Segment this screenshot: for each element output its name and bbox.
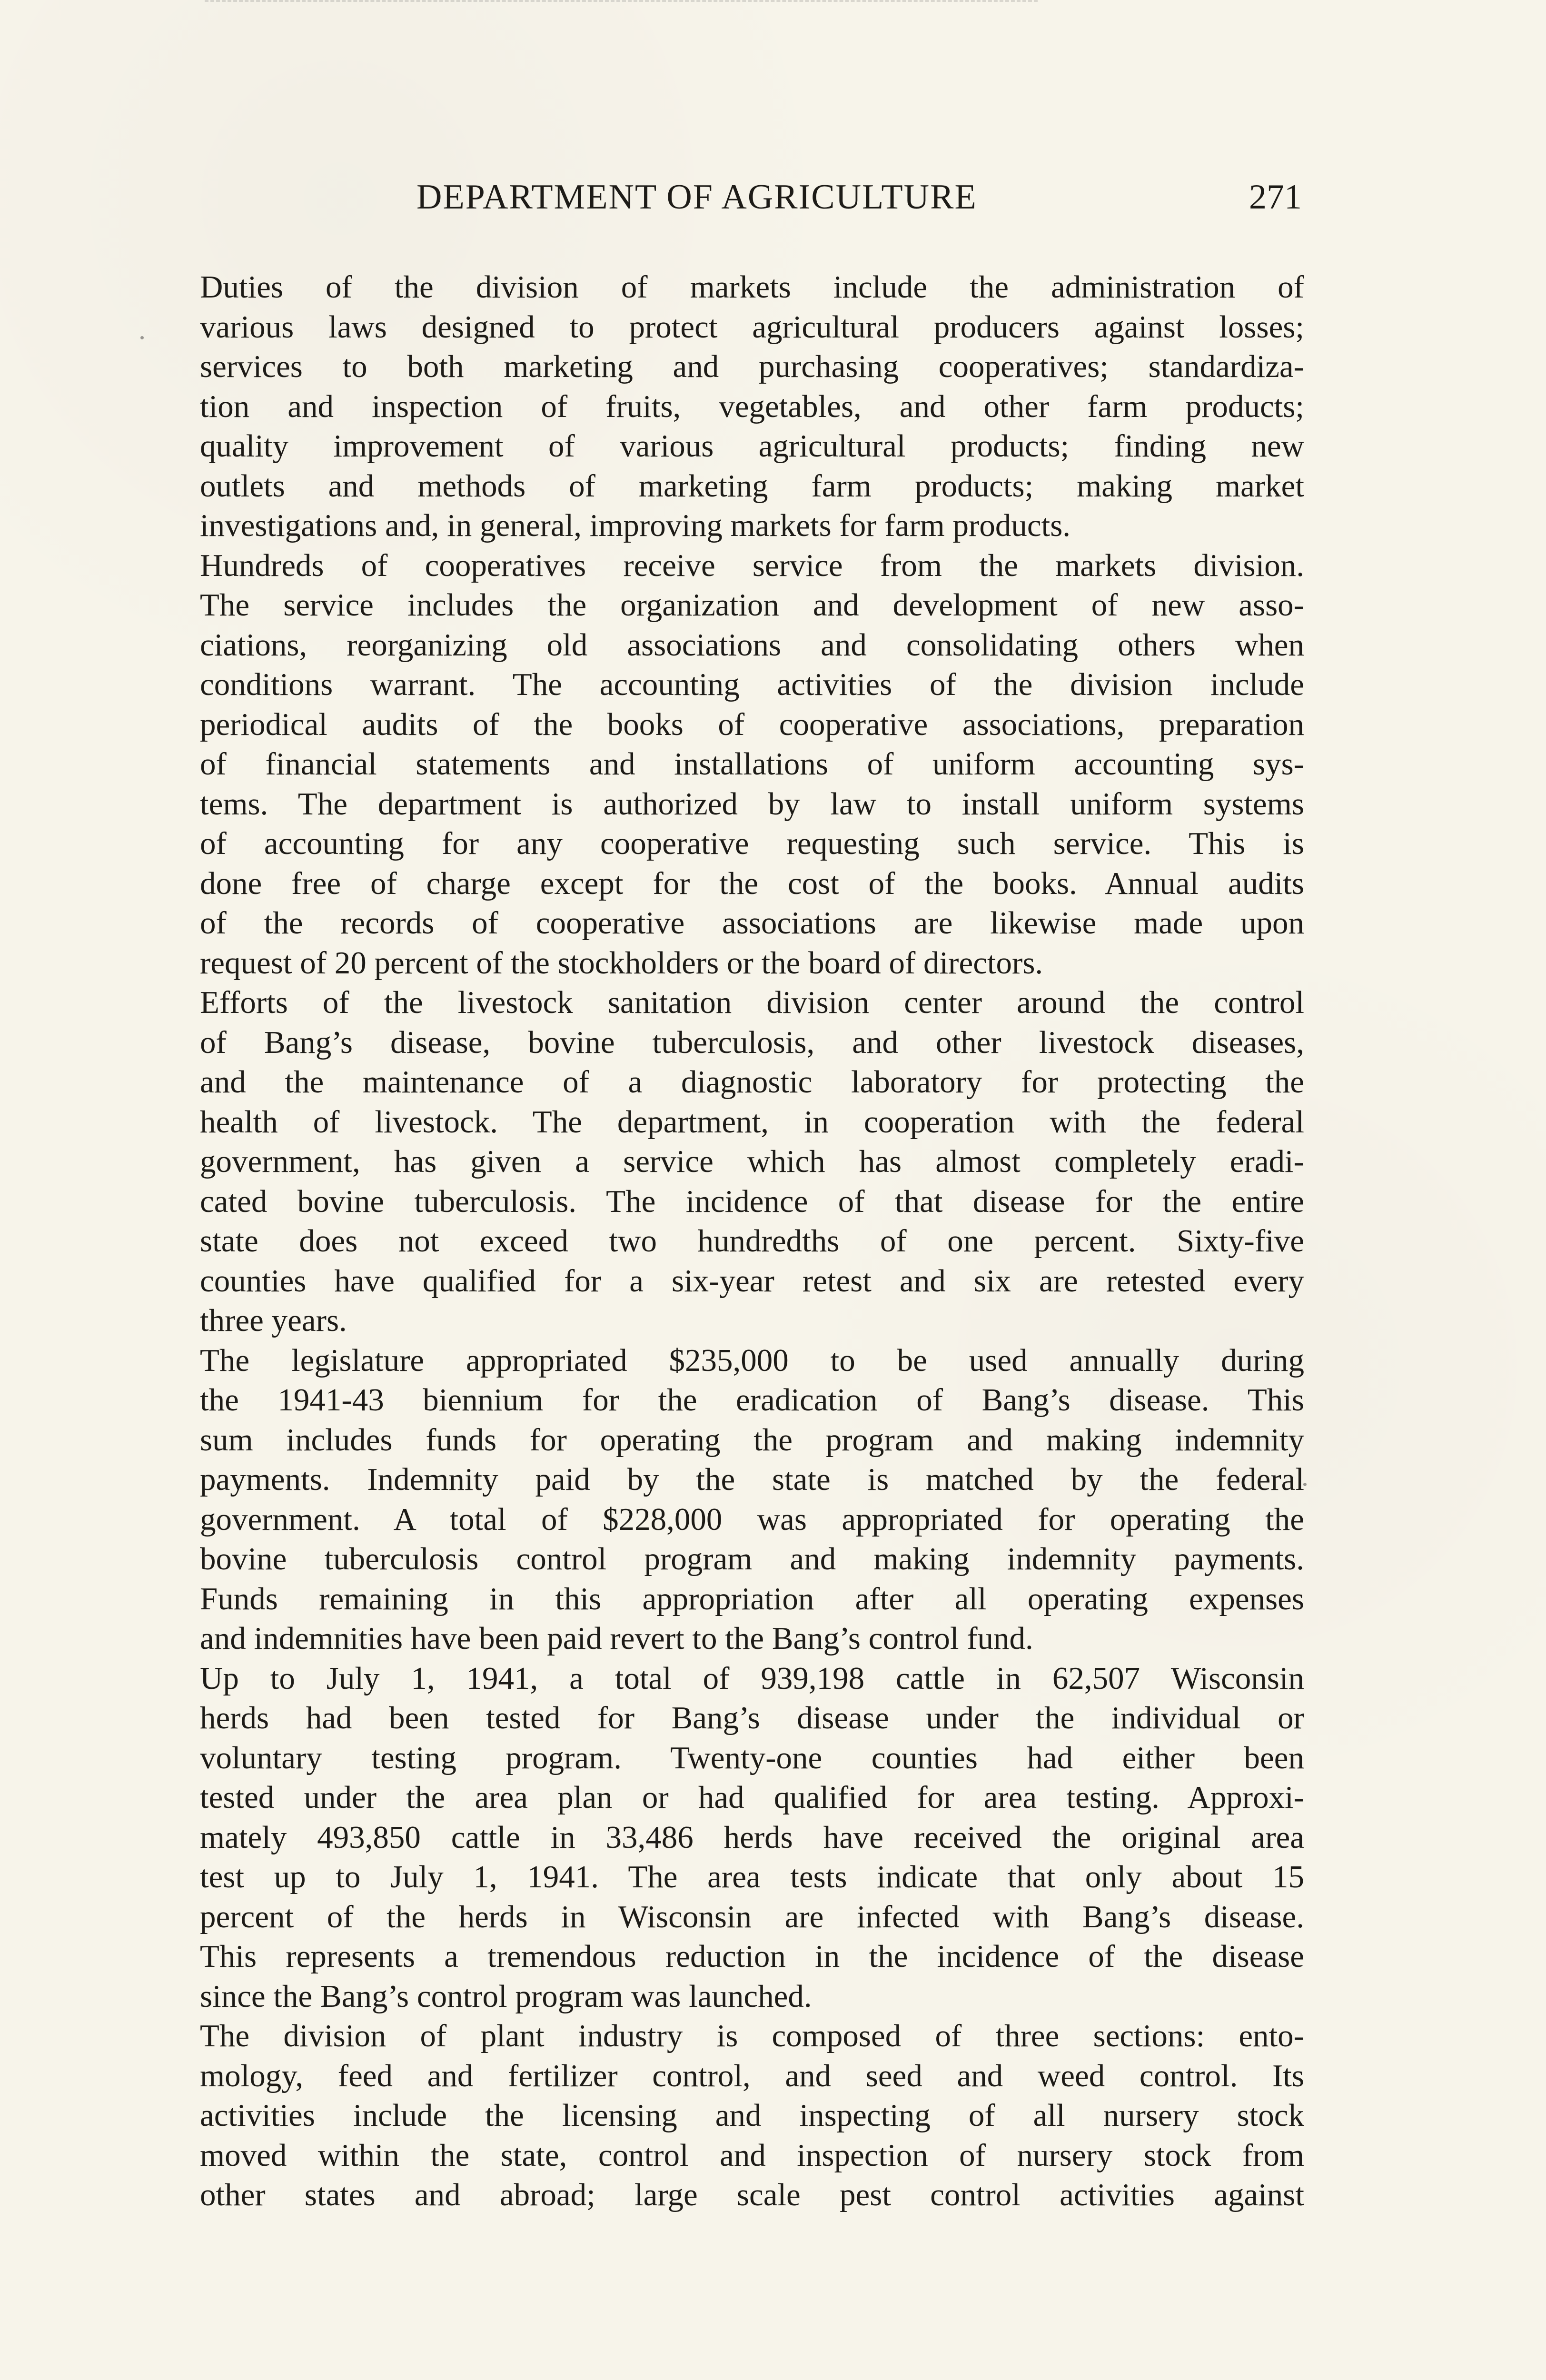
text-line: test up to July 1, 1941. The area tests indicate that only about 15 — [200, 1859, 1304, 1894]
paragraph-livestock-sanitation — [162, 983, 1304, 1341]
text-line: of financial statements and installations of uniform accounting sys- — [200, 746, 1304, 782]
text-line: moved within the state, control and inspection of nursery stock from — [200, 2137, 1304, 2173]
text-line: tems. The department is authorized by law to install uniform systems — [200, 786, 1304, 822]
text-line: Funds remaining in this appropriation after all operating expenses — [200, 1581, 1304, 1616]
text-line: government. A total of $228,000 was appropriated for operating the — [200, 1501, 1304, 1537]
page-header — [416, 177, 1302, 225]
text-line: request of 20 percent of the stockholders or the board of directors. — [200, 945, 1043, 981]
text-line: services to both marketing and purchasing cooperatives; standardiza- — [200, 349, 1304, 384]
text-line: and indemnities have been paid revert to the Bang’s control fund. — [200, 1621, 1033, 1656]
paragraph-plant-industry — [162, 2016, 1304, 2215]
paragraph-cooperatives — [162, 546, 1304, 983]
text-line: periodical audits of the books of cooperative associations, preparation — [200, 706, 1304, 742]
text-line: done free of charge except for the cost of the books. Annual audits — [200, 865, 1304, 901]
text-line: Duties of the division of markets include the administration of — [200, 269, 1304, 305]
text-line: cated bovine tuberculosis. The incidence of that disease for the entire — [200, 1183, 1304, 1219]
text-line: of the records of cooperative associations are likewise made upon — [200, 905, 1304, 941]
running-title: DEPARTMENT OF AGRICULTURE — [416, 178, 977, 217]
text-line: Hundreds of cooperatives receive service from the markets division. — [200, 547, 1304, 583]
text-line: and the maintenance of a diagnostic laboratory for protecting the — [200, 1064, 1304, 1100]
text-line: of Bang’s disease, bovine tuberculosis, and other livestock diseases, — [200, 1024, 1304, 1060]
paragraph-appropriations — [162, 1341, 1304, 1659]
text-line: percent of the herds in Wisconsin are infected with Bang’s disease. — [200, 1899, 1304, 1934]
text-line: This represents a tremendous reduction in the incidence of the disease — [200, 1939, 1304, 1974]
text-line: payments. Indemnity paid by the state is matched by the federal — [200, 1462, 1304, 1497]
body-text — [162, 268, 1304, 2215]
text-line: bovine tuberculosis control program and making indemnity payments. — [200, 1541, 1304, 1577]
text-line: Efforts of the livestock sanitation division center around the control — [200, 985, 1304, 1020]
page-number: 271 — [1249, 178, 1302, 217]
text-line: government, has given a service which has almost completely eradi- — [200, 1144, 1304, 1179]
text-line: tested under the area plan or had qualified for area testing. Approxi- — [200, 1780, 1304, 1815]
text-line: sum includes funds for operating the program and making indemnity — [200, 1422, 1304, 1458]
text-line: voluntary testing program. Twenty-one counties had either been — [200, 1740, 1304, 1775]
text-line: investigations and, in general, improving markets for farm products. — [200, 508, 1071, 543]
text-line: the 1941-43 biennium for the eradication of Bang’s disease. This — [200, 1382, 1304, 1418]
text-line: other states and abroad; large scale pest control activities against — [200, 2177, 1304, 2212]
text-line: various laws designed to protect agricultural producers against losses; — [200, 309, 1304, 345]
paragraph-markets — [162, 268, 1304, 546]
scan-speck — [140, 336, 144, 339]
text-line: quality improvement of various agricultural products; finding new — [200, 428, 1304, 464]
text-line: conditions warrant. The accounting activities of the division include — [200, 667, 1304, 702]
text-line: counties have qualified for a six-year retest and six are retested every — [200, 1263, 1304, 1299]
text-line: Up to July 1, 1941, a total of 939,198 cattle in 62,507 Wisconsin — [200, 1660, 1304, 1696]
text-line: mology, feed and fertilizer control, and seed and weed control. Its — [200, 2058, 1304, 2093]
text-line: herds had been tested for Bang’s disease under the individual or — [200, 1700, 1304, 1735]
top-scan-marks — [205, 0, 1038, 12]
paragraph-bangs-testing — [162, 1659, 1304, 2017]
text-line: of accounting for any cooperative requesting such service. This is — [200, 826, 1304, 861]
text-line: health of livestock. The department, in cooperation with the federal — [200, 1104, 1304, 1140]
text-line: The legislature appropriated $235,000 to be used annually during — [200, 1342, 1304, 1378]
text-line: mately 493,850 cattle in 33,486 herds have received the original area — [200, 1819, 1304, 1855]
text-line: tion and inspection of fruits, vegetables, and other farm products; — [200, 388, 1304, 424]
text-line: three years. — [200, 1303, 347, 1338]
text-line: state does not exceed two hundredths of one percent. Sixty-five — [200, 1223, 1304, 1259]
text-line: The service includes the organization and development of new asso- — [200, 587, 1304, 623]
text-line: activities include the licensing and inspecting of all nursery stock — [200, 2098, 1304, 2133]
text-line: outlets and methods of marketing farm products; making market — [200, 468, 1304, 504]
text-line: since the Bang’s control program was launched. — [200, 1978, 812, 2014]
text-line: The division of plant industry is composed of three sections: ento- — [200, 2018, 1304, 2053]
text-line: ciations, reorganizing old associations and consolidating others when — [200, 627, 1304, 663]
